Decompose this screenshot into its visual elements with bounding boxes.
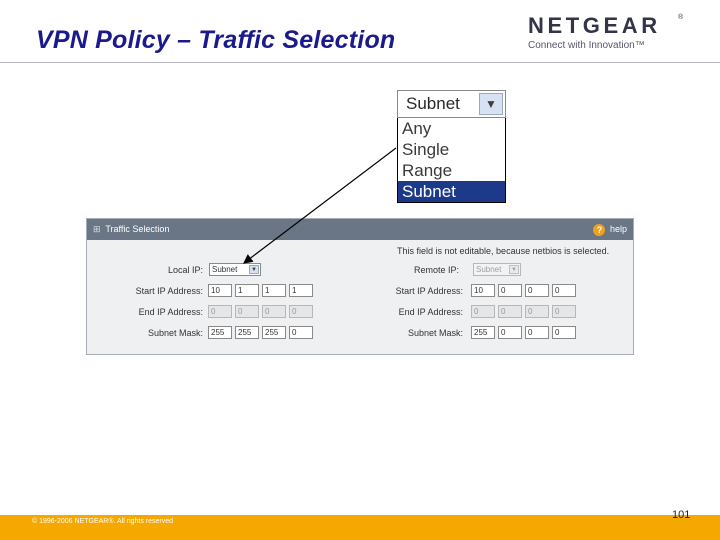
remote-ip-type-value: Subnet — [476, 265, 502, 274]
remote-end-ip-octet-4: 0 — [552, 305, 576, 318]
local-start-ip-octet-2[interactable]: 1 — [235, 284, 259, 297]
local-start-ip-octet-1[interactable]: 10 — [208, 284, 232, 297]
local-subnet-mask-label: Subnet Mask: — [147, 328, 203, 338]
remote-mask-octet-2[interactable]: 0 — [498, 326, 522, 339]
remote-start-ip-octet-2[interactable]: 0 — [498, 284, 522, 297]
local-end-ip-octet-3: 0 — [262, 305, 286, 318]
dropdown-option-range[interactable]: Range — [402, 161, 453, 180]
local-end-ip-octet-1: 0 — [208, 305, 232, 318]
local-start-ip-octet-3[interactable]: 1 — [262, 284, 286, 297]
local-mask-octet-3[interactable]: 255 — [262, 326, 286, 339]
local-mask-octet-2[interactable]: 255 — [235, 326, 259, 339]
remote-start-ip-octet-1[interactable]: 10 — [471, 284, 495, 297]
logo-registered-mark: ® — [678, 14, 684, 21]
netbios-note: This field is not editable, because netbios is selected. — [397, 246, 610, 256]
chevron-down-icon: ▼ — [509, 265, 519, 274]
local-start-ip-label: Start IP Address: — [135, 286, 203, 296]
local-end-ip-octet-4: 0 — [289, 305, 313, 318]
local-end-ip-label: End IP Address: — [138, 307, 203, 317]
logo-tagline: Connect with Innovation™ — [528, 40, 645, 51]
remote-end-ip-octet-2: 0 — [498, 305, 522, 318]
remote-start-ip-octet-4[interactable]: 0 — [552, 284, 576, 297]
local-start-ip-octet-4[interactable]: 1 — [289, 284, 313, 297]
page-number: 101 — [672, 509, 691, 521]
dropdown-option-single[interactable]: Single — [402, 140, 450, 159]
remote-subnet-mask-label: Subnet Mask: — [407, 328, 463, 338]
local-ip-label: Local IP: — [167, 265, 203, 275]
local-mask-octet-4[interactable]: 0 — [289, 326, 313, 339]
local-end-ip-octet-2: 0 — [235, 305, 259, 318]
help-icon: ? — [593, 224, 605, 236]
dropdown-option-any[interactable]: Any — [402, 119, 432, 138]
expand-icon[interactable]: ⊞ — [93, 224, 101, 234]
copyright-text: © 1996-2006 NETGEAR®. All rights reserved — [32, 518, 174, 525]
logo-wordmark: NETGEAR — [528, 13, 661, 38]
remote-mask-octet-3[interactable]: 0 — [525, 326, 549, 339]
remote-end-ip-octet-1: 0 — [471, 305, 495, 318]
remote-mask-octet-4[interactable]: 0 — [552, 326, 576, 339]
remote-end-ip-label: End IP Address: — [398, 307, 463, 317]
local-mask-octet-1[interactable]: 255 — [208, 326, 232, 339]
remote-end-ip-octet-3: 0 — [525, 305, 549, 318]
chevron-down-icon[interactable]: ▼ — [249, 265, 259, 274]
dropdown-selected-value: Subnet — [406, 94, 460, 113]
remote-start-ip-octet-3[interactable]: 0 — [525, 284, 549, 297]
dropdown-option-subnet[interactable]: Subnet — [398, 181, 505, 202]
help-label: help — [609, 224, 627, 234]
panel-title: Traffic Selection — [105, 224, 170, 234]
remote-start-ip-label: Start IP Address: — [395, 286, 463, 296]
chevron-down-icon[interactable]: ▼ — [479, 93, 503, 115]
remote-ip-label: Remote IP: — [413, 265, 459, 275]
remote-mask-octet-1[interactable]: 255 — [471, 326, 495, 339]
slide-title: VPN Policy – Traffic Selection — [36, 26, 396, 54]
local-ip-type-value: Subnet — [212, 265, 238, 274]
